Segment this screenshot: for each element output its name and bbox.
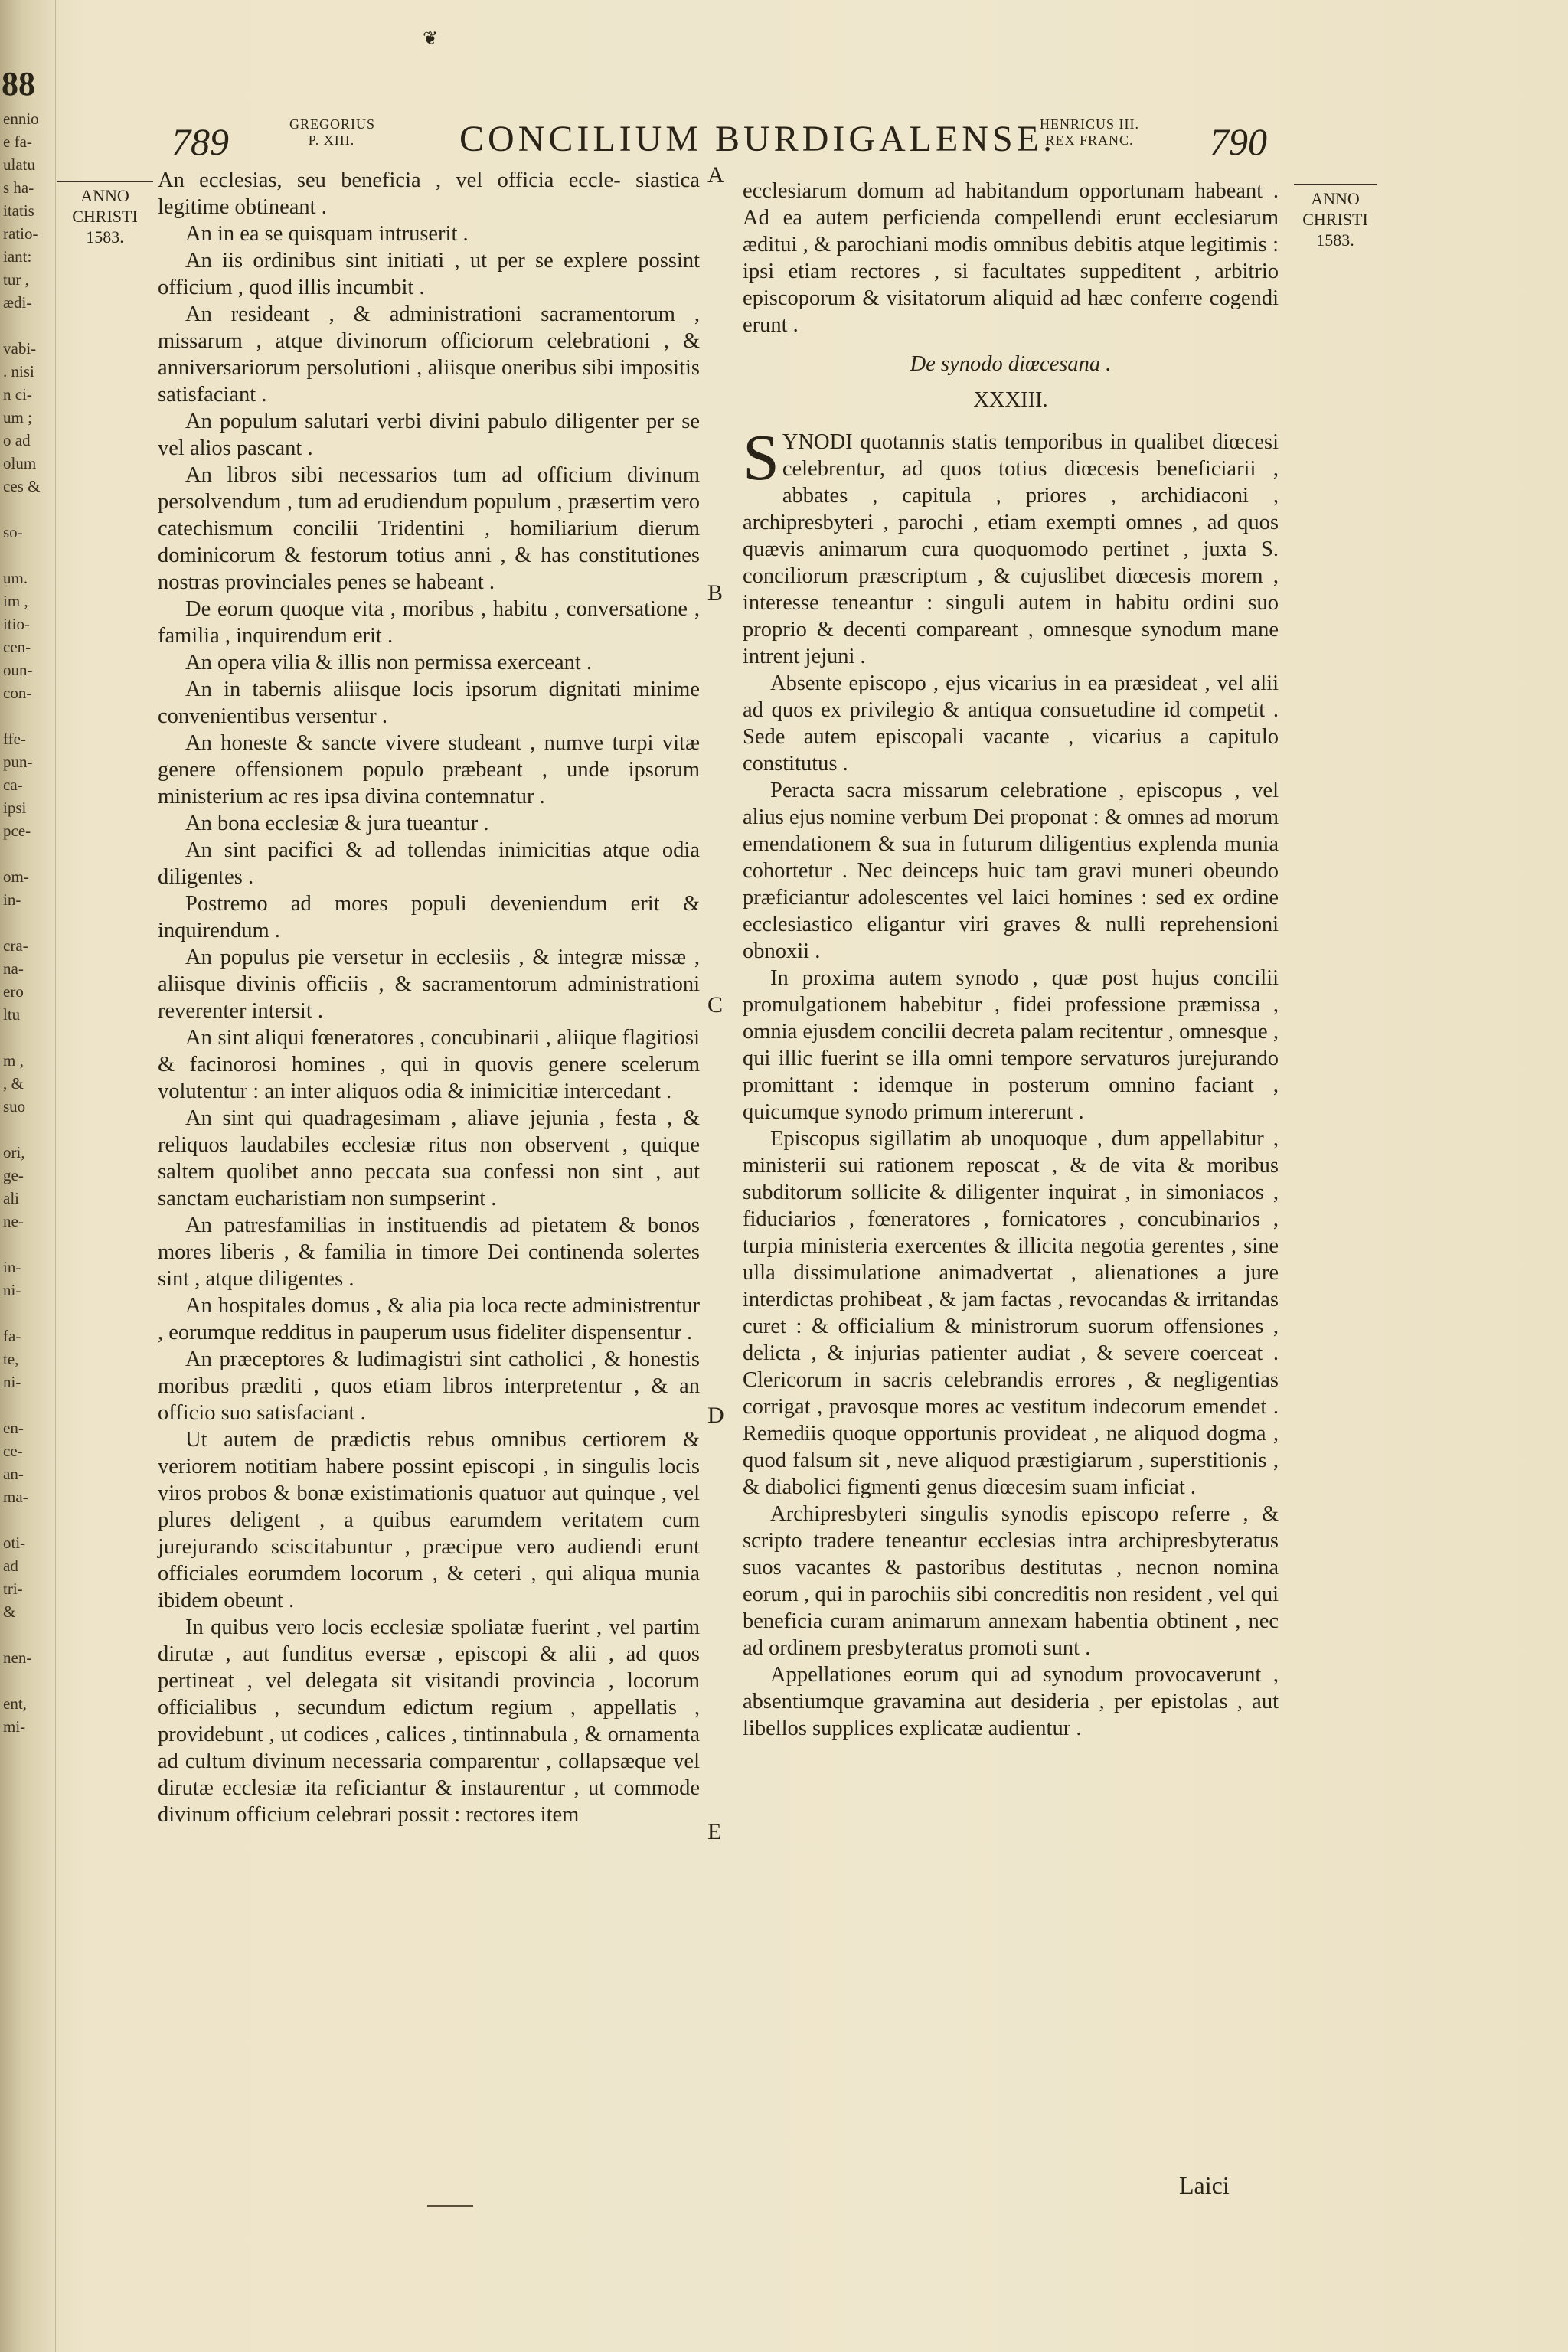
previous-page-number: 88 [2, 65, 35, 103]
left-paragraph: An honeste & sancte vivere studeant , numve turpi vitæ genere offensionem populo præbeant , unde ipsorum ministerium ac res ipsa divina contemnatur . [158, 731, 700, 808]
previous-page-fragment: olum [3, 454, 37, 472]
margin-note-left [57, 181, 153, 247]
right-paragraph: Episcopus sigillatim ab unoquoque , dum appellabitur , ministerii sui rationem reposcat , & de vita & moribus subditorum sollicite & diligenter inquirat , in simoniacos , fiduciarios , fœneratores , fornicatores , concubinarios , turpia ministeria exercentes & illicita negotia gerentes , sine ulla dissimulatione animadvertat , alienationes a jure interdictas prohibeat , & jam factas , revocandas & irritandas curet : & officialium & ministrorum suorum offensiones , delicta , & injurias patienter audiat , & severe coerceat . Clericorum in sacris celebrandis errores , & negligentias corrigat , pravosque mores ac vestitum indecorum emendet . Remediis quoque opportunis provideat , ne aliquod dogma , quod falsum sit , neve aliquod præstigiarum , superstitionis , & diabolici figmenti genus diœcesim suam inficiat . [743, 1127, 1279, 1499]
continuation-paragraph: ecclesiarum domum ad habitandum opportunam habeant . Ad ea autem perficienda compellendi erunt ecclesiarum æditui , & parochiani modis omnibus debitis atque legitimis : ipsi etiam rectores , si facultates suppeditent , arbitrio episcoporum & visitatorum aliquid ad hæc conferre cogendi erunt . [743, 179, 1279, 337]
previous-page-fragment: tur , [3, 270, 29, 289]
previous-page-fragment [3, 1738, 51, 1761]
left-paragraph: Postremo ad mores populi deveniendum erit & inquirendum . [158, 892, 700, 942]
previous-page-fragment: ori, [3, 1143, 25, 1161]
previous-page-fragment: um. [3, 569, 28, 587]
previous-page-fragment: oun- [3, 661, 33, 679]
margin-left-line2: CHRISTI [72, 207, 138, 226]
margin-note-right [1294, 184, 1377, 250]
left-paragraph: Ut autem de prædictis rebus omnibus certiorem & veriorem notitiam habere possint episcopi , in singulis locis viros probos & bonæ existimationis quatuor aut quinque , vel plures deligent , a quibus earumdem veritatem cum jurejurando sciscitabuntur , præcipue vero audiendi erunt officiales eorumdem locorum , & ceteri , qui aliqua munia ibidem obeunt . [158, 1428, 700, 1612]
running-head-right [1024, 116, 1155, 149]
previous-page-fragment [3, 842, 51, 865]
previous-page-fragment: in- [3, 890, 21, 909]
previous-page-fragment: ce- [3, 1442, 23, 1460]
previous-page-fragment: ali [3, 1189, 19, 1207]
previous-page-fragment: ma- [3, 1488, 28, 1506]
page-title: CONCILIUM BURDIGALENSE. [459, 119, 1056, 159]
left-paragraph: An ecclesias, seu beneficia , vel officia eccle- siastica legitime obtineant . [158, 168, 700, 219]
previous-page-fragment: ratio- [3, 224, 38, 243]
previous-page-fragment [3, 1784, 51, 1807]
running-head-right-line2: REX FRANC. [1045, 132, 1134, 148]
previous-page-fragment: itio- [3, 615, 30, 633]
section-letter-a: A [707, 162, 724, 188]
previous-page-fragment: ge- [3, 1166, 24, 1184]
right-paragraph: Absente episcopo , ejus vicarius in ea præsideat , vel alii ad quos ex privilegio & antiqua consuetudine id competit . Sede autem episcopali vacante , vicarius a capitulo constitutus . [743, 671, 1279, 776]
previous-page-fragment [3, 1761, 51, 1784]
previous-page-fragment: & [3, 1602, 16, 1621]
previous-page-fragment [3, 1118, 51, 1141]
section-number: XXXIII. [973, 388, 1048, 412]
previous-page-fragment: an- [3, 1465, 24, 1483]
previous-page-fragment: ipsi [3, 799, 27, 817]
section-letter-b: B [707, 580, 724, 606]
left-paragraph: An hospitales domus , & alia pia loca recte administrentur , eorumque redditus in pauperum usus fideliter dispensentur . [158, 1294, 700, 1344]
running-head-left [289, 116, 374, 149]
page-number-right: 790 [1210, 120, 1267, 163]
first-paragraph-text: YNODI quotannis statis temporibus in qualibet diœcesi celebrentur, ad quos totius diœcesis beneficiarii , abbates , capitula , priores , archidiaconi , archipresbyteri , parochi , etiam exempti omnes , ad quos quævis animarum cura quoquomodo pertinet , juxta S. conciliorum præscriptum , & cujuslibet diœcesis morem , interesse teneantur : singuli autem in habitu ordini suo proprio & decenti compareant , omnesque synodum mane intrent jejuni . [743, 430, 1279, 668]
previous-page-fragment: um ; [3, 408, 32, 426]
left-paragraph: An in tabernis aliisque locis ipsorum dignitati minime convenientibus versentur . [158, 678, 700, 728]
previous-page-fragment: ni- [3, 1373, 21, 1391]
previous-page-fragment: in- [3, 1258, 21, 1276]
left-paragraph: An iis ordinibus sint initiati , ut per se explere possint officium , quod illis incumbit . [158, 249, 700, 299]
previous-page-fragment [3, 1233, 51, 1256]
left-paragraph: An in ea se quisquam intruserit . [185, 222, 469, 246]
margin-left-line3: 1583. [86, 227, 124, 247]
previous-page-edge [0, 46, 54, 2266]
previous-page-fragment: nen- [3, 1648, 32, 1667]
previous-page-fragment: ad [3, 1557, 18, 1575]
section-letter-c: C [707, 992, 724, 1018]
previous-page-fragment: ulatu [3, 155, 35, 174]
previous-page-fragment: cen- [3, 638, 31, 656]
previous-page-fragment: vabi- [3, 339, 37, 358]
previous-page-fragment: tri- [3, 1579, 23, 1598]
right-column [743, 178, 1279, 1742]
running-head-left-line2: P. XIII. [308, 132, 355, 148]
previous-page-fragment: oti- [3, 1534, 26, 1552]
section-letter-e: E [707, 1819, 722, 1844]
previous-page-fragment: na- [3, 959, 24, 978]
previous-page-fragment: ces & [3, 477, 41, 495]
previous-page-fragment: ltu [3, 1005, 21, 1024]
previous-page-fragment [3, 704, 51, 727]
right-paragraph: Peracta sacra missarum celebratione , episcopus , vel alius ejus nomine verbum Dei proponat : & omnes ad morum emendationem & sua in futurum diligentius explenda munia cohortetur . Nec deinceps huic tam gravi muneri obeundo præficiantur adolescentes vel laici homines : sed ex ordine ecclesiastico eligantur viri graves & nulli reprehensioni obnoxii . [743, 779, 1279, 963]
previous-page-fragment: m , [3, 1051, 24, 1070]
section-letter-d: D [707, 1403, 724, 1428]
previous-page-fragment: o ad [3, 431, 31, 449]
left-paragraph: De eorum quoque vita , moribus , habitu , conversatione , familia , inquirendum erit . [158, 597, 700, 648]
margin-right-line2: CHRISTI [1302, 210, 1368, 229]
left-paragraph: In quibus vero locis ecclesiæ spoliatæ fuerint , vel partim dirutæ , aut funditus eversæ , episcopi & alii , ad quos pertineat , vel delegata sit visitandi provincia , locorum officialibus , secundum edictum regium , appellatis , providebunt , ut codices , calices , tintinnabula , & ornamenta ad cultum divinum necessaria comparentur , collapsæque vel dirutæ ecclesiæ ita reficiantur & instaurentur , ut commode divinum officium celebrari possit : rectores item [158, 1615, 700, 1827]
previous-page-fragment: pce- [3, 822, 31, 840]
left-paragraph: An libros sibi necessarios tum ad officium divinum persolvendum , tum ad erudiendum populum , præsertim vero catechismum concilii Tridentini , homiliarium dierum dominicorum & festorum totius anni , & has constitutiones nostras provinciales penes se habeant . [158, 463, 700, 594]
left-paragraph: An populum salutari verbi divini pabulo diligenter per se vel alios pascant . [158, 410, 700, 460]
left-paragraph: An opera vilia & illis non permissa exerceant . [185, 651, 593, 675]
running-head-right-line1: HENRICUS III. [1040, 116, 1139, 132]
previous-page-fragment: te, [3, 1350, 19, 1368]
previous-page-fragment: cra- [3, 936, 28, 955]
page-number-left: 789 [172, 120, 229, 163]
previous-page-fragment [3, 1623, 51, 1646]
previous-page-fragment: s ha- [3, 178, 34, 197]
previous-page-fragment: so- [3, 523, 23, 541]
previous-page-fragment: ero [3, 982, 24, 1001]
left-paragraph: An bona ecclesiæ & jura tueantur . [185, 812, 489, 835]
previous-page-fragment [3, 1026, 51, 1049]
previous-page-fragment [3, 544, 51, 567]
previous-page-fragment: ni- [3, 1281, 21, 1299]
drop-cap: S [743, 420, 779, 494]
margin-right-line1: ANNO [1311, 189, 1360, 208]
right-paragraph: Archipresbyteri singulis synodis episcopo referre , & scripto tradere teneantur ecclesias intra archipresbyteratus suos vacantes & pastoribus destitutas , necnon nomina eorum , qui in parochiis sibi concreditis non resident , vel qui beneficia curam animarum annexam habentia obtinent , nec ad ordinem presbyteratus promoti sunt . [743, 1502, 1279, 1660]
section-title: De synodo diœcesana . [910, 352, 1112, 376]
previous-page-fragment [3, 911, 51, 934]
previous-page-fragment: mi- [3, 1717, 26, 1736]
left-paragraph: An sint pacifici & ad tollendas inimicitias atque odia diligentes . [158, 838, 700, 889]
previous-page-fragments [3, 107, 51, 1807]
running-header [0, 107, 1568, 168]
previous-page-fragment: con- [3, 684, 32, 702]
previous-page-fragment: en- [3, 1419, 24, 1437]
running-head-left-line1: GREGORIUS [289, 116, 376, 132]
previous-page-fragment: ne- [3, 1212, 24, 1230]
previous-page-fragment: im , [3, 592, 28, 610]
previous-page-fragment [3, 498, 51, 521]
previous-page-fragment: ca- [3, 776, 23, 794]
previous-page-fragment: ffe- [3, 730, 26, 748]
previous-page-fragment: iant: [3, 247, 32, 266]
previous-page-fragment: ædi- [3, 293, 32, 312]
previous-page-fragment: . nisi [3, 362, 34, 381]
previous-page-fragment: itatis [3, 201, 34, 220]
left-paragraph: An præceptores & ludimagistri sint catholici , & honestis moribus præditi , quos etiam libros interpretentur , & an officio suo satisfaciant . [158, 1348, 700, 1425]
previous-page-fragment [3, 1669, 51, 1692]
left-paragraph: An populus pie versetur in ecclesiis , & integræ missæ , aliisque divinis officiis , & sacramentorum administrationi reverenter intersit . [158, 946, 700, 1023]
previous-page-fragment: fa- [3, 1327, 21, 1345]
left-paragraph: An resideant , & administrationi sacramentorum , missarum , atque divinorum officiorum celebrationi , & anniversariorum persolutioni , aliisque oneribus sibi impositis satisfaciant . [158, 302, 700, 407]
previous-page-fragment [3, 1393, 51, 1416]
previous-page-fragment [3, 314, 51, 337]
previous-page-fragment [3, 1302, 51, 1325]
right-paragraph: In proxima autem synodo , quæ post hujus concilii promulgationem habebitur , fidei professione præmissa , omnia ejusdem concilii decreta palam recitentur , omnesque , qui illic fuerint se illa omni tempore servaturos jurejurando promittant : idemque in posterum omnino faciant , quicumque synodo primum intererunt . [743, 966, 1279, 1124]
left-paragraph: An sint aliqui fœneratores , concubinarii , aliique flagitiosi & facinorosi homines , qui in quovis genere scelerum volutentur : an inter aliquos odia & inimicitiæ intercedant . [158, 1026, 700, 1103]
left-column [158, 167, 700, 1828]
previous-page-fragment: ent, [3, 1694, 27, 1713]
margin-right-line3: 1583. [1316, 230, 1354, 250]
previous-page-fragment: e fa- [3, 132, 32, 151]
left-paragraph: An patresfamilias in instituendis ad pietatem & bonos mores liberis , & familia in timore Dei continenda solertes sint , atque diligentes . [158, 1214, 700, 1291]
catchword: Laici [1179, 2171, 1230, 2199]
left-paragraph: An sint qui quadragesimam , aliave jejunia , festa , & reliquos laudabiles ecclesiæ ritus non observent , quique saltem quolibet anno peccata sua confessi non sint , aut sanctam eucharistiam non sumpserint . [158, 1106, 700, 1210]
previous-page-fragment: ennio [3, 109, 39, 128]
margin-left-line1: ANNO [80, 186, 129, 205]
right-paragraphs [743, 670, 1279, 1742]
previous-page-fragment: , & [3, 1074, 24, 1093]
previous-page-fragment [3, 1508, 51, 1531]
previous-page-fragment: suo [3, 1097, 26, 1116]
footer-rule [427, 2205, 473, 2207]
previous-page-fragment: pun- [3, 753, 33, 771]
previous-page-fragment: om- [3, 867, 29, 886]
top-ornament: ❦ [423, 29, 439, 49]
right-paragraph: Appellationes eorum qui ad synodum provocaverunt , absentiumque gravamina aut desideria , per epistolas , aut libellos supplices explicatæ audientur . [743, 1663, 1279, 1740]
first-paragraph [743, 420, 1279, 670]
previous-page-fragment: n ci- [3, 385, 32, 403]
